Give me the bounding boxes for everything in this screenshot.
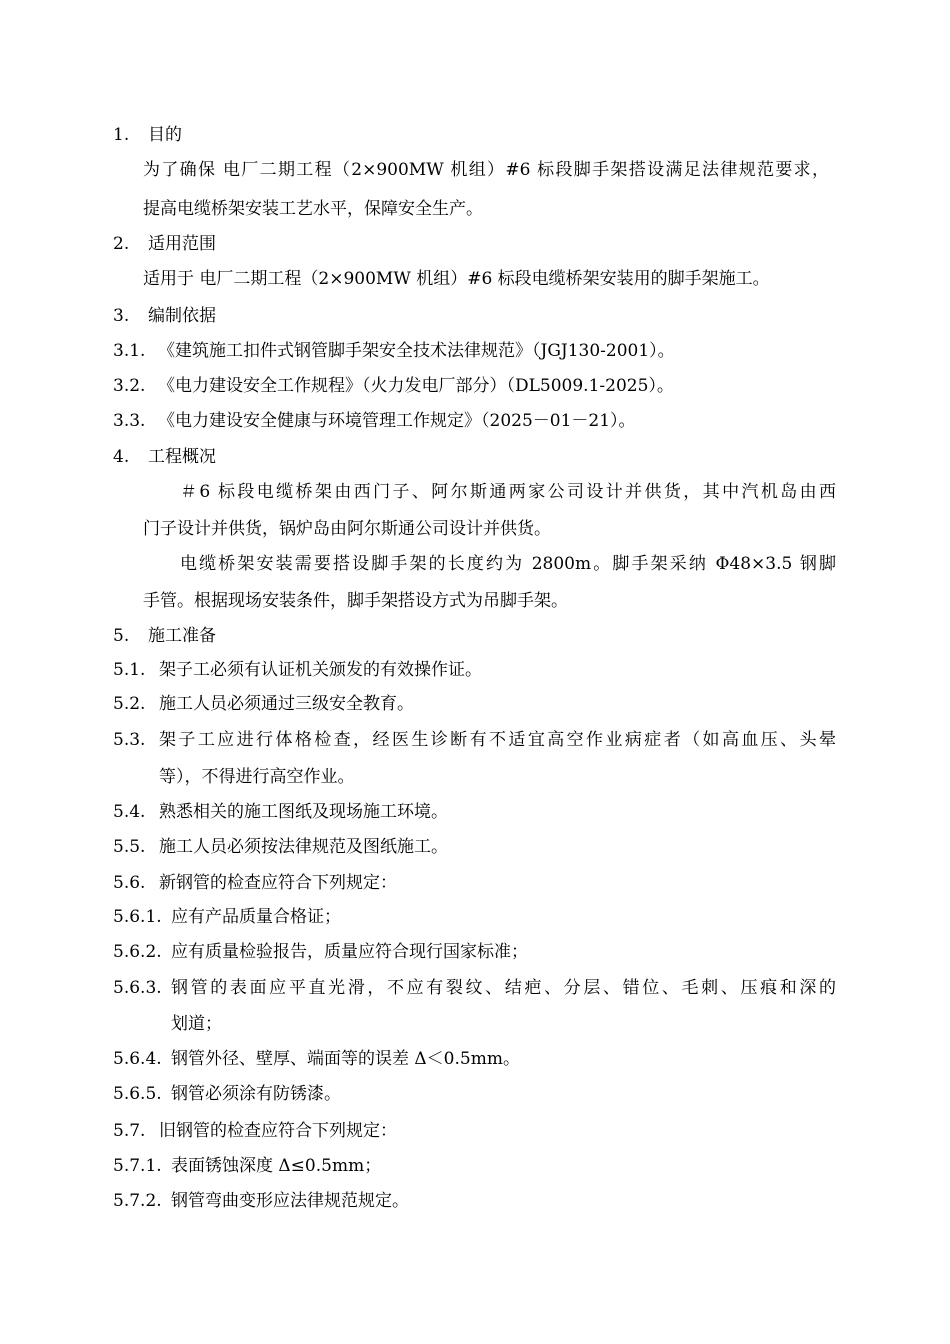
section-number: 3. (113, 306, 130, 326)
item-number: 5.6. (113, 873, 146, 893)
item-text: 钢管外径、壁厚、端面等的误差 Δ＜0.5mm。 (171, 1049, 520, 1069)
item-text: 《电力建设安全健康与环境管理工作规定》（2025－01－21）。 (158, 411, 636, 431)
item-text: 架子工必须有认证机关颁发的有效操作证。 (159, 660, 482, 680)
item-number: 5.6.2. (113, 942, 162, 962)
item-number: 5.7.1. (113, 1156, 162, 1176)
paragraph-line: ＃6 标段电缆桥架由西门子、阿尔斯通两家公司设计并供货，其中汽机岛由西 (180, 482, 836, 502)
item-text: 架子工应进行体格检查，经医生诊断有不适宜高空作业病症者（如高血压、头晕 (159, 730, 836, 750)
paragraph-line: 提高电缆桥架安装工艺水平，保障安全生产。 (143, 199, 483, 219)
item-text: 施工人员必须按法律规范及图纸施工。 (159, 837, 448, 857)
item-number: 5.6.1. (113, 907, 162, 927)
item-text: 旧钢管的检查应符合下列规定： (159, 1121, 397, 1141)
paragraph-line: 手管。根据现场安装条件，脚手架搭设方式为吊脚手架。 (143, 591, 568, 611)
item-continuation: 划道； (171, 1014, 222, 1034)
paragraph-line: 适用于 电厂二期工程（2×900MW 机组）#6 标段电缆桥架安装用的脚手架施工。 (143, 269, 770, 289)
section-title: 工程概况 (148, 447, 216, 467)
item-number: 5.4. (113, 802, 146, 822)
section-number: 1. (113, 125, 130, 145)
item-continuation: 等），不得进行高空作业。 (159, 767, 355, 787)
item-text: 应有质量检验报告，质量应符合现行国家标准； (171, 942, 528, 962)
item-number: 3.3. (113, 411, 146, 431)
item-text: 熟悉相关的施工图纸及现场施工环境。 (159, 802, 448, 822)
item-text: 钢管的表面应平直光滑，不应有裂纹、结疤、分层、错位、毛刺、压痕和深的 (171, 978, 836, 998)
item-text: 新钢管的检查应符合下列规定： (159, 873, 397, 893)
item-number: 5.6.3. (113, 978, 162, 998)
item-number: 3.1. (113, 341, 146, 361)
paragraph-line: 为了确保 电厂二期工程（2×900MW 机组）#6 标段脚手架搭设满足法律规范要求， (143, 160, 829, 180)
item-number: 5.7.2. (113, 1191, 162, 1211)
item-text: 表面锈蚀深度 Δ≤0.5mm； (171, 1156, 382, 1176)
item-number: 5.6.4. (113, 1049, 162, 1069)
item-number: 5.1. (113, 660, 146, 680)
item-number: 5.3. (113, 730, 146, 750)
item-text: 施工人员必须通过三级安全教育。 (159, 694, 414, 714)
section-title: 编制依据 (148, 306, 216, 326)
paragraph-line: 门子设计并供货，锅炉岛由阿尔斯通公司设计并供货。 (143, 519, 551, 539)
item-text: 钢管弯曲变形应法律规范规定。 (171, 1191, 409, 1211)
item-text: 《建筑施工扣件式钢管脚手架安全技术法律规范》（JGJ130-2001）。 (158, 341, 675, 361)
item-number: 5.2. (113, 694, 146, 714)
paragraph-line: 电缆桥架安装需要搭设脚手架的长度约为 2800m。脚手架采纳 Φ48×3.5 钢脚 (180, 554, 836, 574)
section-title: 适用范围 (148, 234, 216, 254)
item-text: 应有产品质量合格证； (171, 907, 341, 927)
section-title: 施工准备 (148, 626, 216, 646)
item-number: 5.6.5. (113, 1084, 162, 1104)
section-title: 目的 (148, 125, 182, 145)
item-text: 钢管必须涂有防锈漆。 (171, 1084, 341, 1104)
item-number: 5.5. (113, 837, 146, 857)
item-number: 3.2. (113, 376, 146, 396)
section-number: 2. (113, 234, 130, 254)
item-number: 5.7. (113, 1121, 146, 1141)
section-number: 5. (113, 626, 130, 646)
section-number: 4. (113, 447, 130, 467)
item-text: 《电力建设安全工作规程》（火力发电厂部分）（DL5009.1-2025）。 (158, 376, 674, 396)
